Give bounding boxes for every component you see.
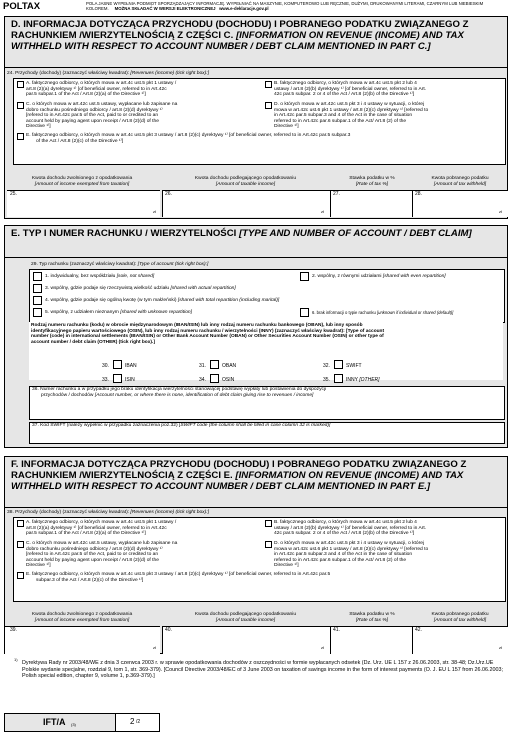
field-24-option-b: B. faktycznego odbiorcy, o których mowa w art.4c ust.5 pkt 2 lub 4 ustawy / art.8 (2)(b) dyrektywy ¹⁾ [of beneficial owner, referred to in Art. 42c par.5 subpar. 2 or 4 of the Act / Art.8 (2)(b) of the Directive ¹⁾] <box>274 81 427 98</box>
field-24-option-a-checkbox[interactable] <box>17 81 24 88</box>
oban-label: OBAN <box>222 363 237 369</box>
field-24-option-c: C. o których mowa w art.42c ust.5 ustawy, wypłacane lub zapisane na dobro rachunku pośredniego odbiorcy / art.8 (2)(d) dyrektywy ¹⁾ [refered to in Art.42c par.5 of the Act, paid to or credited to an account held by paying agent upon receipt / Art.8 (2)(d) of the Directive ¹⁾] <box>26 102 178 130</box>
isin-checkbox[interactable] <box>113 374 122 383</box>
field-26-currency: zł <box>321 209 324 214</box>
section-e-title: E. TYP I NUMER RACHUNKU / WIERZYTELNOŚCI [TYPE AND NUMBER OF ACCOUNT / DEBT CLAIM] <box>5 226 507 258</box>
field-40-input[interactable] <box>162 626 330 654</box>
account-type-5: 5. wspólny, z udziałem nieznanym [shared with unknown repartition] <box>45 310 192 315</box>
field-38-option-d: D. o których mowa w art.42c ust.5 pkt 3 i 4 ustawy w sytuacji, o której mowa w art.42c ust.6 pkt 1 ustawy / art.8 (2)(c) dyrektywy ¹⁾ [referred to in Art.42c par.5 subpar.3 and 4 of the Act in the case of situation referred to in Art.42c par.6 subpar.1 of the Act/ Art.8 (2) of the Directive ¹⁾] <box>274 541 429 569</box>
section-d-title: D. INFORMACJA DOTYCZĄCA PRZYCHODU (DOCHODU) I POBRANEGO PODATKU ZWIĄZANEGO Z RACHUNKIEM /WIERZYTELNOŚCIĄ Z CZĘŚCI C. [INFORMATION ON REVENUE (INCOME) AND TAX WITHHELD WITH RESPECT TO ACCOUNT NUMBER / DEBT CLAIM MENTIONED IN PART C.] <box>5 17 507 68</box>
other-checkbox[interactable] <box>334 374 343 383</box>
option-32-number: 32. <box>323 363 330 369</box>
account-type-3: 3. wspólny, gdzie podaje się rzeczywistą wielkość udziału [shared with actual repartition] <box>45 286 236 291</box>
col-withheld-header: Kwota pobranego podatku [Amount of tax withheld] <box>431 176 489 187</box>
col-rate-header: Stawka podatku w % [Rate of tax %] <box>349 176 395 187</box>
field-24-option-d-checkbox[interactable] <box>265 102 272 109</box>
field-39-currency: zł <box>153 645 156 650</box>
field-40-number: 40. <box>165 627 172 633</box>
option-35-number: 35. <box>323 377 330 383</box>
field-42-input[interactable] <box>412 626 508 654</box>
section-f <box>4 456 508 654</box>
iban-checkbox[interactable] <box>113 360 122 369</box>
option-31-number: 31. <box>199 363 206 369</box>
account-type-2: 2. wspólny, z równymi udziałami [shared with even repartition] <box>312 274 446 279</box>
field-38-option-a-checkbox[interactable] <box>17 520 24 527</box>
field-26-number: 26. <box>165 191 172 197</box>
footnote-marker: 1) <box>14 657 18 662</box>
f-col-taxable-header: Kwota dochodu podlegającego opodatkowaniu [Amount of taxable income] <box>194 612 297 623</box>
field-41-number: 41. <box>333 627 340 633</box>
field-24-option-e-checkbox[interactable] <box>17 133 24 140</box>
isin-label: ISIN <box>125 377 135 383</box>
field-39-number: 39. <box>10 627 17 633</box>
field-24-option-a: A. faktycznego odbiorcy, o których mowa w art.4c ust.5 pkt 1 ustawy / art.8 (2)(a) dyrektywy ¹⁾ [of beneficial owner, referred to in Art.42c par.5 subpar.1 of the Act / Art.8 (2)(a) of the Directive ¹⁾] <box>26 81 177 98</box>
col-exempt-header: Kwota dochodu zwolnionego z opodatkowania [Amount of income exempted from taxation] <box>31 176 133 187</box>
section-d <box>4 16 508 219</box>
field-42-currency: zł <box>499 645 502 650</box>
page-count: /2 <box>136 719 141 725</box>
f-col-rate-header: Stawka podatku w % [Rate of tax %] <box>349 612 395 623</box>
swift-label: SWIFT <box>346 363 362 369</box>
option-30-number: 30. <box>102 363 109 369</box>
form-header <box>0 0 510 16</box>
form-code: IFT/A <box>43 717 66 727</box>
field-38-option-c-checkbox[interactable] <box>17 541 24 548</box>
field-38-option-c: C. o których mowa w art.42c ust.5 ustawy, wypłacane lub zapisane na dobro rachunku pośredniego odbiorcy / art.8 (2)(d) dyrektywy ¹⁾ [refered to in Art.42c par.5 of the Act, paid to or credited to an account held by paying agent upon receipt / Art.8 (2)(d) of the Directive ¹⁾] <box>26 541 178 569</box>
col-taxable-header: Kwota dochodu podlegającego opodatkowaniu [Amount of taxable income] <box>194 176 297 187</box>
field-38-option-b-checkbox[interactable] <box>265 520 272 527</box>
account-type-1: 1. indywidualny, bez współdziału [sole, not shared] <box>45 274 155 279</box>
field-42-number: 42. <box>415 627 422 633</box>
field-26-input[interactable] <box>162 190 330 217</box>
field-38-option-b: B. faktycznego odbiorcy, o których mowa w art.4c ust.5 pkt 2 lub 4 ustawy / art.8 (2)(b) dyrektywy ¹⁾ [of beneficial owner, referred to in Art. 42c par.5 subpar. 2 or 4 of the Act / Art.8 (2)(b) of the Directive ¹⁾] <box>274 520 427 537</box>
account-type-6: 6. brak informacji o typie rachunku [unknown if individual or shared (default)] <box>312 310 454 315</box>
field-36-label: 36. Numer rachunku a w przypadku jego braku identyfikacja wierzytelności stanowiącej podstawę wypłaty lub postawienia do dyspozycji przychodów / dochodów [Account number, or where there is none, identification of debt claim giving rise to revenues / income] <box>32 387 327 398</box>
account-type-4-checkbox[interactable] <box>33 296 42 305</box>
instruction-line-1: POLA JASNE WYPEŁNIA PODMIOT SPORZĄDZAJĄCY INFORMACJĘ. WYPEŁNIAĆ NA MASZYNIE, KOMPUTEROWO LUB RĘCZNIE, DUŻYMI, DRUKOWANYMI LITERAMI, CZARNYM LUB NIEBIESKIM <box>86 1 484 6</box>
field-28-currency: zł <box>499 209 502 214</box>
oban-checkbox[interactable] <box>210 360 219 369</box>
field-27-input[interactable] <box>330 190 412 217</box>
form-version: (3) <box>71 722 76 727</box>
form-footer <box>4 713 160 732</box>
f-col-exempt-header: Kwota dochodu zwolnionego z opodatkowania [Amount of income exempted from taxation] <box>31 612 133 623</box>
field-41-input[interactable] <box>330 626 412 654</box>
swift-checkbox[interactable] <box>334 360 343 369</box>
poltax-logo: POLTAX <box>3 1 41 12</box>
account-type-6-checkbox[interactable] <box>300 308 309 317</box>
field-24-option-d: D. o których mowa w art.42c ust.5 pkt 3 i 4 ustawy w sytuacji, o której mowa w art.42c ust.6 pkt 1 ustawy / art.8 (2)(c) dyrektywy ¹⁾ [referred to in Art.42c par.5 subpar.3 and 4 of the Act in the case of situation referred to in Art.42c par.6 subpar.1 of the Act/ Art.8 (2) of the Directive ¹⁾] <box>274 102 429 130</box>
field-28-input[interactable] <box>412 190 508 217</box>
account-type-2-checkbox[interactable] <box>300 272 309 281</box>
field-37-label: 37. Kod SWIFT (należy wypełnić w przypadku zaznaczenia poz.32) [SWIFT code (the column shall be filled in case column 32 is marked)] <box>32 423 331 428</box>
field-24-option-b-checkbox[interactable] <box>265 81 272 88</box>
field-25-input[interactable] <box>7 190 160 217</box>
osin-label: OSIN <box>222 377 235 383</box>
field-24-label: 24. Przychody (dochody) (zaznaczyć właściwy kwadrat): [Revenues (income) (tick right box):] <box>7 71 209 76</box>
instruction-url: www.e-deklaracje.gov.pl <box>219 6 269 12</box>
field-38-label: 38. Przychody (dochody) (zaznaczyć właściwy kwadrat): [Revenues (income) (tick right box):] <box>7 510 209 515</box>
f-col-withheld-header: Kwota pobranego podatku [Amount of tax withheld] <box>431 612 489 623</box>
option-34-number: 34. <box>199 377 206 383</box>
account-code-description: Rodzaj numeru rachunku (kodu) w obrocie międzynarodowym (IBAN/ISIN) lub inny rodzaj numeru rachunku bankowego (OBAN), lub inny sposób identyfikacyjnego papieru wartościowego (OSIN), lub inny rodzaj numeru rachunku / wierzytelności (INNY) (zaznaczyć właściwy kwadrat): [Type of account number (code) in international settlements (IBAN/ISIN) or Other Bank Account Number (OBAN) or Other Securities Account Number (OSIN) or other type of account number / debt claim (OTHER) (tick right box).] <box>31 323 385 345</box>
field-24-option-c-checkbox[interactable] <box>17 102 24 109</box>
account-type-1-checkbox[interactable] <box>33 272 42 281</box>
instruction-line-2b: MOŻNA SKŁADAĆ W WERSJI ELEKTRONICZNEJ <box>114 6 216 12</box>
account-type-5-checkbox[interactable] <box>33 308 42 317</box>
page-number: 2 <box>130 717 135 726</box>
section-e <box>4 225 508 448</box>
field-25-number: 25. <box>10 191 17 197</box>
account-type-4: 4. wspólny, gdzie podaje się ogólną kwotę (w tym małżeński) [shared with total repartition (including marital)] <box>45 298 280 303</box>
field-38-option-a: A. faktycznego odbiorcy, o których mowa w art.4c ust.5 pkt 1 ustawy / art.8 (2)(a) dyrektywy ¹⁾ [of beneficial owner, referred to in Art.42c par.5 subpar.1 of the Act / Art.8 (2)(a) of the Directive ¹⁾] <box>26 520 177 537</box>
instruction-line-2a: KOLOREM. <box>86 6 109 12</box>
option-33-number: 33. <box>102 377 109 383</box>
header-instructions <box>86 1 506 11</box>
section-f-title: F. INFORMACJA DOTYCZĄCA PRZYCHODU (DOCHODU) I POBRANEGO PODATKU ZWIĄZANEGO Z RACHUNKIEM /WIERZYTELNOŚCIĄ Z CZĘŚCI E. [INFORMATION ON REVENUE (INCOME) AND TAX WITHHELD WITH RESPECT TO ACCOUNT NUMBER / DEBT CLAIM MENTIONED IN PART E.] <box>5 457 507 508</box>
field-27-number: 27. <box>333 191 340 197</box>
iban-label: IBAN <box>125 363 137 369</box>
field-38-option-e: E. faktycznego odbiorcy, o których mowa w art.4c ust.5 pkt 3 ustawy / art.8 (2)(c) dyrektywy ¹⁾ [of beneficial owner, referred to in Art.42c par.5 subpar.3 of the Act / Art.8 (2)(c) of the Directive ¹⁾] <box>26 572 331 583</box>
field-24-option-e: E. faktycznego odbiorcy, o których mowa w art.4c ust.5 pkt 3 ustawy / art.8 (2)(c) dyrektywy ¹⁾ [of beneficial owner, referred to in Art.42c par.5 subpar.3 of the Act / Art.8 (2)(c) of the Directive ¹⁾] <box>26 133 351 144</box>
field-29-label: 29. Typ rachunku (zaznaczyć właściwy kwadrat): [Type of account (tick right box):] <box>31 262 209 267</box>
account-type-3-checkbox[interactable] <box>33 284 42 293</box>
field-28-number: 28. <box>415 191 422 197</box>
footnote-text: Dyrektywa Rady nr 2003/48/WE z dnia 3 czerwca 2003 r. w sprawie opodatkowania dochodów z oszczędności w formie wypłacanych odsetek (Dz. Urz. UE L 157 z 26.06.2003, str. 38-48; Dz.Urz.UE Polskie wydanie specjalne, rozdział 9, tom 1, str. 369-379). [Council Directive 2003/48/EC of 3 June 2003 on taxation of savings income in the form of interest payments (O. J. EU L 157 from 26.06.2003; Polish special edition, chapter 9, volume 1, p.369-379).] <box>22 660 504 680</box>
field-25-currency: zł <box>153 209 156 214</box>
field-38-option-e-checkbox[interactable] <box>17 572 24 579</box>
field-39-input[interactable] <box>5 626 160 654</box>
field-40-currency: zł <box>321 645 324 650</box>
osin-checkbox[interactable] <box>210 374 219 383</box>
other-label: INNY [OTHER] <box>346 377 380 383</box>
footnote <box>14 657 504 680</box>
field-38-option-d-checkbox[interactable] <box>265 541 272 548</box>
